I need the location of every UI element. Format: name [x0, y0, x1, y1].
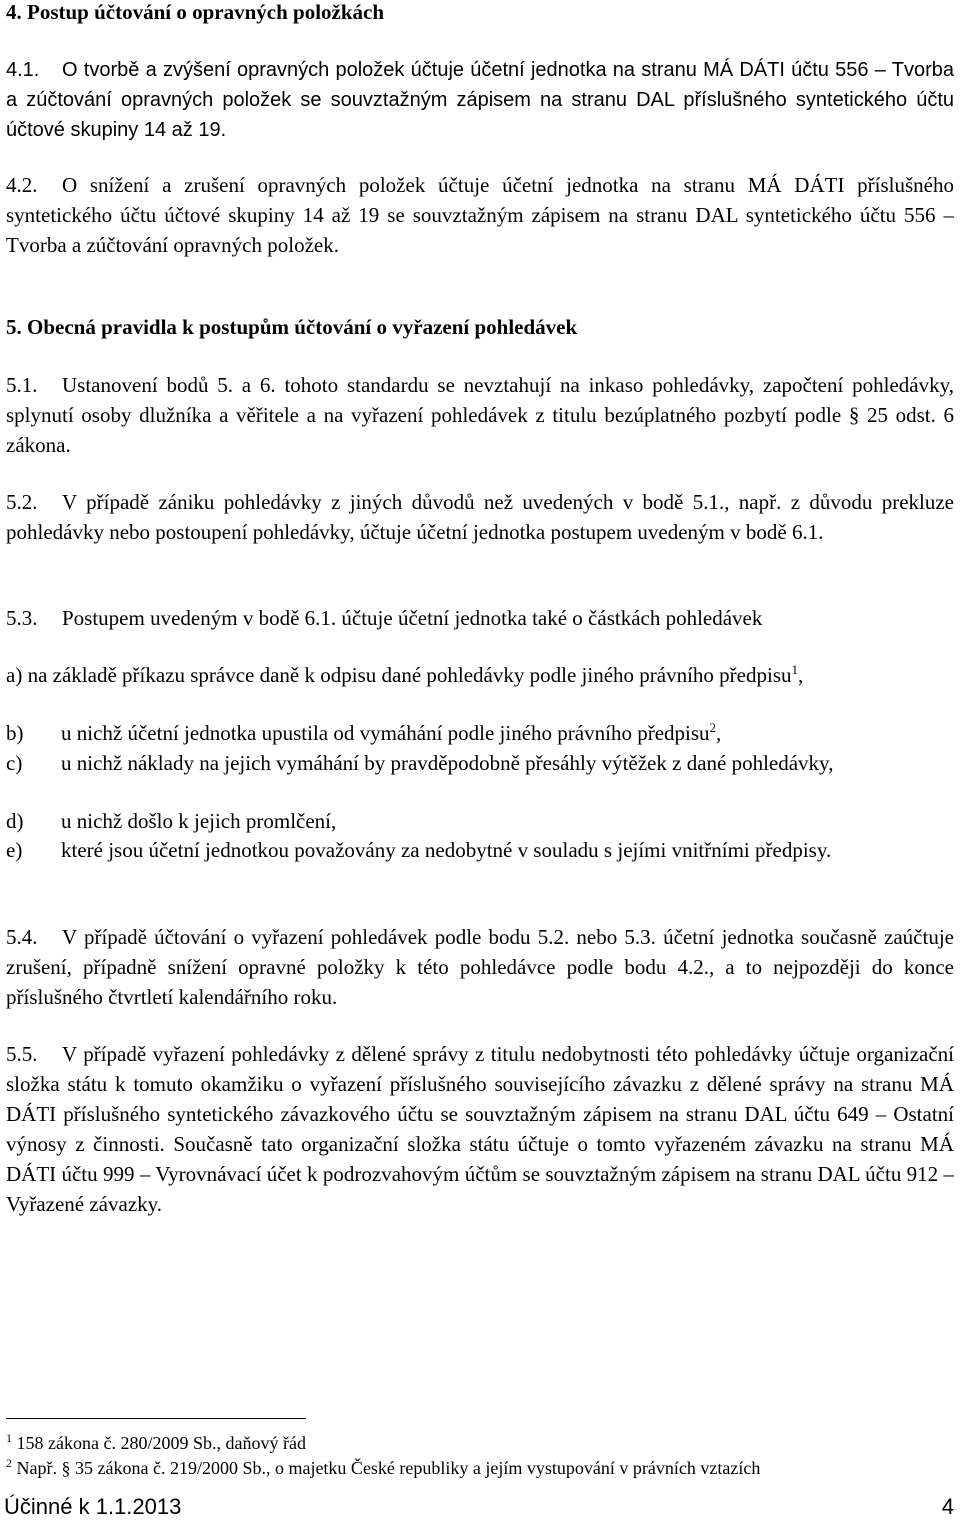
footnote-text: 158 zákona č. 280/2009 Sb., daňový řád [16, 1433, 306, 1453]
paragraph-number: 4.2. [6, 173, 38, 197]
list-item-c [6, 748, 954, 778]
list-item-a: a) na základě příkazu správce daně k odpisu dané pohledávky podle jiného právního předpisu$^1$, [6, 662, 804, 687]
paragraph-text: V případě vyřazení pohledávky z dělené správy z titulu nedobytnosti této pohledávky účtuje organizační složka státu k tomuto okamžiku o vyřazení příslušného souvisejícího závazku z dělené správy na stranu MÁ DÁTI příslušného syntetického závazkového účtu se souvztažným zápisem na stranu DAL účtu 649 – Ostatní výnosy z činnosti. Současně tato organizační složka státu účtuje o tomto vyřazeném závazku na stranu MÁ DÁTI účtu 999 – Vyrovnávací účet k podrozvahovým účtům se souvztažným zápisem na stranu DAL účtu 912 – Vyřazené závazky. [6, 1042, 954, 1216]
section-4-heading: 4. Postup účtování o opravných položkách [6, 0, 385, 24]
footnote-divider [6, 1418, 306, 1419]
paragraph-text: O snížení a zrušení opravných položek účtuje účetní jednotka na stranu MÁ DÁTI příslušného syntetického účtu účtové skupiny 14 až 19 se souvztažným zápisem na stranu DAL syntetického účtu 556 – Tvorba a zúčtování opravných položek. [6, 173, 954, 257]
paragraph-5-1 [6, 370, 954, 460]
list-marker: a) [6, 663, 23, 687]
paragraph-text: Ustanovení bodů 5. a 6. tohoto standardu se nevztahují na inkaso pohledávky, započtení pohledávky, splynutí osoby dlužníka a věřitele a na vyřazení pohledávek z titulu bezúplatného pozbytí podle § 25 odst. 6 zákona. [6, 373, 954, 457]
paragraph-number: 5.3. [6, 606, 38, 630]
list-text: na základě příkazu správce daně k odpisu dané pohledávky podle jiného právního předpisu [27, 663, 792, 687]
paragraph-5-2 [6, 487, 954, 547]
paragraph-number: 4.1. [6, 59, 40, 81]
paragraph-number: 5.2. [6, 490, 38, 514]
footnote-text: Např. § 35 zákona č. 219/2000 Sb., o majetku České republiky a jejím vystupování v právních vztazích [16, 1458, 761, 1478]
paragraph-number: 5.4. [6, 925, 38, 949]
paragraph-4-2 [6, 170, 954, 260]
page-number: 4 [941, 1494, 954, 1519]
list-text: u nichž účetní jednotka upustila od vymáhání podle jiného právního předpisu [61, 721, 710, 745]
footnote-1 [6, 1431, 306, 1455]
footnote-number: 1 [6, 1431, 12, 1445]
footnote-ref: 2 [709, 720, 717, 735]
paragraph-number: 5.5. [6, 1042, 38, 1066]
list-text: u nichž náklady na jejich vymáhání by pravděpodobně přesáhly výtěžek z dané pohledávky, [61, 751, 834, 775]
list-marker: c) [6, 751, 23, 775]
paragraph-4-1 [6, 55, 954, 145]
paragraph-5-3 [6, 603, 954, 633]
list-item-d [6, 806, 954, 836]
paragraph-text: Postupem uvedeným v bodě 6.1. účtuje účetní jednotka také o částkách pohledávek [62, 606, 763, 630]
footnote-number: 2 [6, 1456, 12, 1470]
paragraph-text: V případě účtování o vyřazení pohledávek podle bodu 5.2. nebo 5.3. účetní jednotka současně zaúčtuje zrušení, případně snížení opravné položky k této pohledávce podle bodu 4.2., a to nejpozději do konce příslušného čtvrtletí kalendářního roku. [6, 925, 954, 1009]
list-marker: b) [6, 721, 24, 745]
list-text: u nichž došlo k jejich promlčení, [61, 809, 337, 833]
list-item-b: b) u nichž účetní jednotka upustila od vymáhání podle jiného právního předpisu$^2$, [6, 718, 954, 748]
list-item-e [6, 835, 954, 865]
list-marker: e) [6, 838, 23, 862]
paragraph-text: V případě zániku pohledávky z jiných důvodů než uvedených v bodě 5.1., např. z důvodu prekluze pohledávky nebo postoupení pohledávky, účtuje účetní jednotka postupem uvedeným v bodě 6.1. [6, 490, 954, 544]
list-marker: d) [6, 809, 24, 833]
footnote-ref: 1 [791, 662, 798, 677]
section-5-heading: 5. Obecná pravidla k postupům účtování o vyřazení pohledávek [6, 315, 578, 339]
effective-date: Účinné k 1.1.2013 [4, 1494, 182, 1519]
paragraph-number: 5.1. [6, 373, 38, 397]
paragraph-5-5 [6, 1039, 954, 1219]
paragraph-5-4 [6, 922, 954, 1012]
list-text: které jsou účetní jednotkou považovány za nedobytné v souladu s jejími vnitřními předpisy. [61, 838, 832, 862]
footnote-2 [6, 1456, 760, 1480]
page-footer [4, 1494, 954, 1520]
paragraph-text: O tvorbě a zvýšení opravných položek účtuje účetní jednotka na stranu MÁ DÁTI účtu 556 – Tvorba a zúčtování opravných položek se souvztažným zápisem na stranu DAL příslušného syntetického účtu účtové skupiny 14 až 19. [6, 59, 954, 141]
